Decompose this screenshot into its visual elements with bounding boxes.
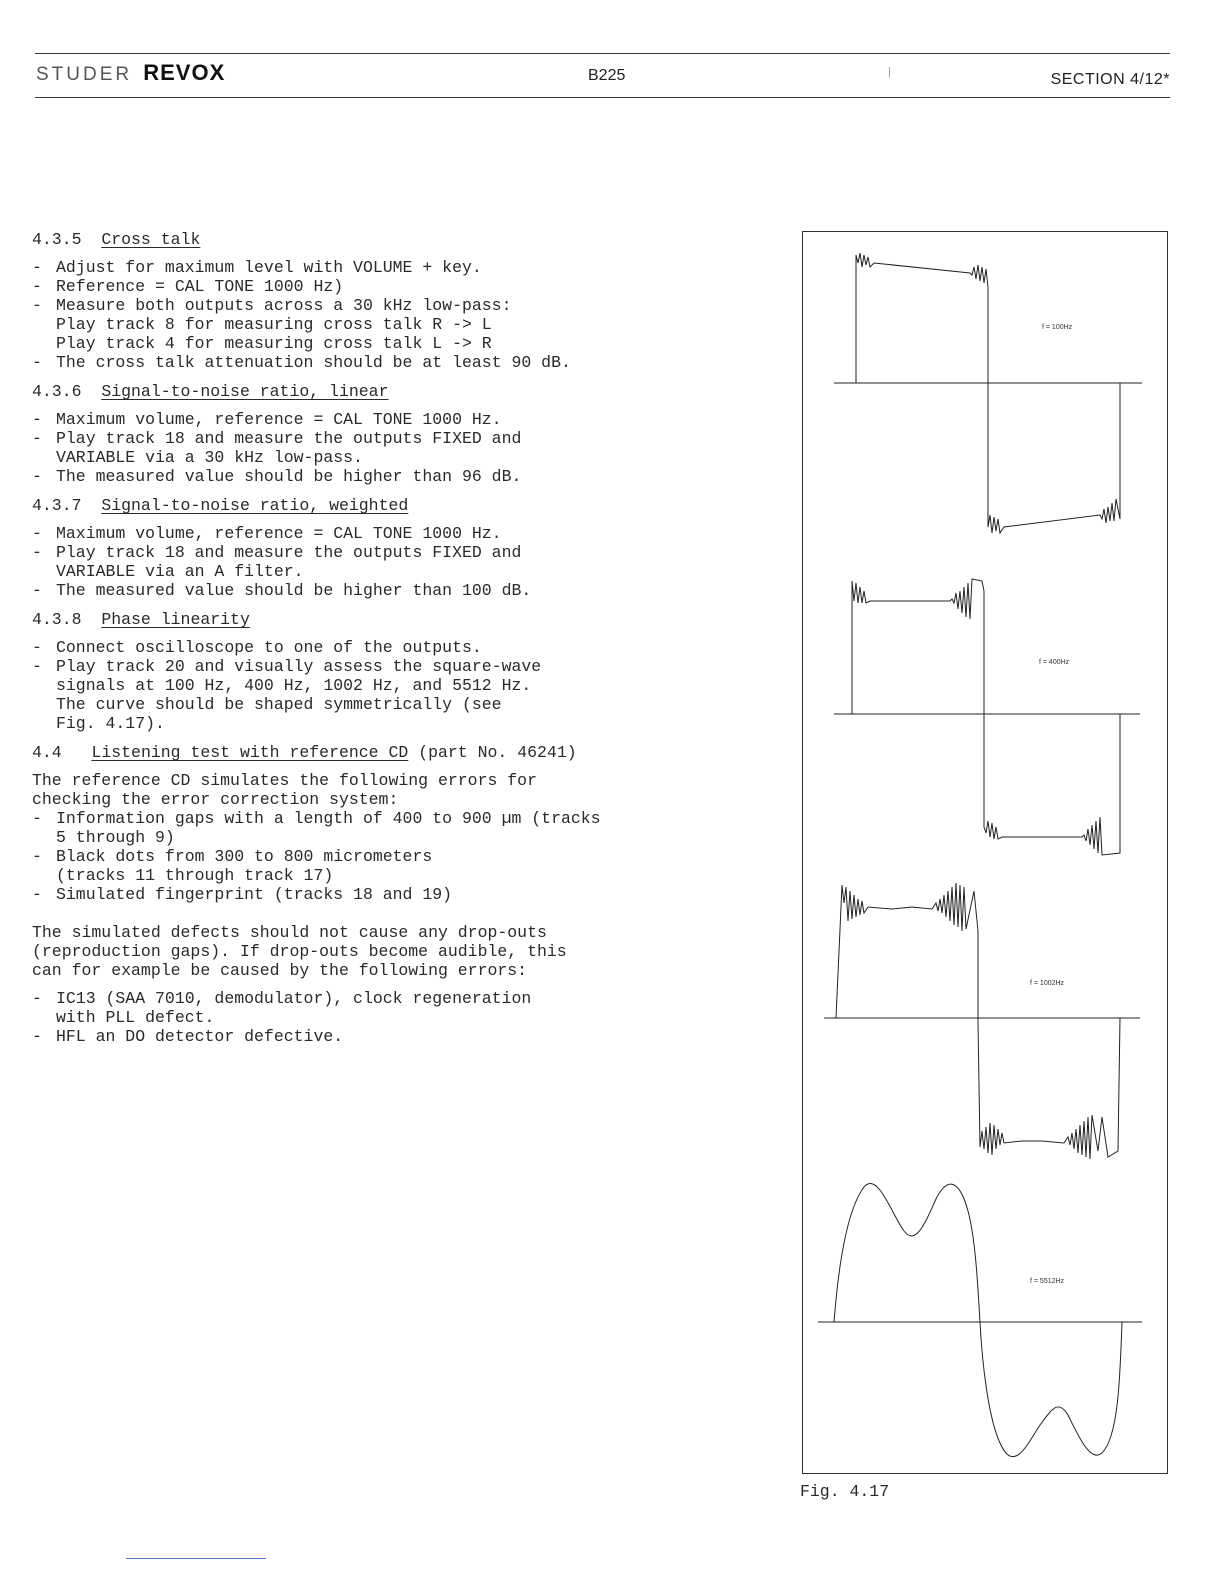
list-item: - Measure both outputs across a 30 kHz low-pass: bbox=[32, 296, 732, 315]
header-bottom-rule bbox=[35, 97, 1170, 98]
heading-title: Signal-to-noise ratio, weighted bbox=[101, 496, 409, 515]
square-wave-trace bbox=[836, 883, 1120, 1159]
heading-4-3-6 bbox=[32, 382, 732, 401]
waveform-5512hz bbox=[818, 1184, 1142, 1457]
sub-item: Play track 8 for measuring cross talk R -> L bbox=[56, 315, 492, 334]
heading-4-3-5 bbox=[32, 230, 732, 249]
list-item: - Connect oscilloscope to one of the outputs. bbox=[32, 638, 732, 657]
heading-number: 4.3.7 bbox=[32, 496, 82, 515]
heading-title: Phase linearity bbox=[101, 610, 250, 629]
list-item: - Play track 18 and measure the outputs FIXED and VARIABLE via an A filter. bbox=[32, 543, 732, 581]
freq-label: f = 100Hz bbox=[1042, 324, 1073, 331]
heading-number: 4.4 bbox=[32, 743, 62, 762]
figure-caption: Fig. 4.17 bbox=[800, 1482, 890, 1501]
waveform-100hz bbox=[834, 253, 1142, 533]
section-number: SECTION 4/12* bbox=[1050, 71, 1170, 88]
heading-number: 4.3.8 bbox=[32, 610, 82, 629]
heading-4-3-8 bbox=[32, 610, 732, 629]
waveform-400hz bbox=[834, 579, 1140, 855]
brand-revox: REVOX bbox=[143, 60, 226, 85]
heading-title: Signal-to-noise ratio, linear bbox=[101, 382, 389, 401]
list-item: - The measured value should be higher than 96 dB. bbox=[32, 467, 732, 486]
waveform-1002hz bbox=[824, 883, 1140, 1159]
paragraph-dropouts: The simulated defects should not cause any drop-outs (reproduction gaps). If drop-outs become audible, this can for example be caused by the following errors: bbox=[32, 923, 567, 980]
heading-4-3-7 bbox=[32, 496, 732, 515]
list-item: - Play track 20 and visually assess the square-wave signals at 100 Hz, 400 Hz, 1002 Hz, and 5512 Hz. The curve should be shaped symmetrically (see Fig. 4.17). bbox=[32, 657, 732, 733]
list-item: - HFL an DO detector defective. bbox=[32, 1027, 732, 1046]
header-top-rule bbox=[35, 53, 1170, 54]
list-item: - The cross talk attenuation should be at least 90 dB. bbox=[32, 353, 732, 372]
body-text bbox=[32, 230, 732, 1046]
heading-title: Listening test with reference CD bbox=[91, 743, 409, 762]
header-tick: | bbox=[888, 66, 891, 78]
sine-wave-trace bbox=[834, 1184, 1122, 1457]
brand-studer: STUDER bbox=[36, 64, 133, 85]
footer-line bbox=[126, 1558, 266, 1559]
list-item: - Black dots from 300 to 800 micrometers (tracks 11 through track 17) bbox=[32, 847, 732, 885]
heading-4-4 bbox=[32, 743, 732, 762]
freq-label: f = 5512Hz bbox=[1030, 1278, 1065, 1285]
heading-suffix: (part No. 46241) bbox=[418, 743, 577, 762]
list-item: - Maximum volume, reference = CAL TONE 1000 Hz. bbox=[32, 524, 732, 543]
list-item: - Maximum volume, reference = CAL TONE 1000 Hz. bbox=[32, 410, 732, 429]
list-item: - Reference = CAL TONE 1000 Hz) bbox=[32, 277, 732, 296]
heading-number: 4.3.5 bbox=[32, 230, 82, 249]
freq-label: f = 1002Hz bbox=[1030, 980, 1065, 987]
square-wave-trace bbox=[856, 253, 1120, 533]
model-number: B225 bbox=[588, 67, 626, 84]
heading-title: Cross talk bbox=[101, 230, 201, 249]
list-item: - IC13 (SAA 7010, demodulator), clock regeneration with PLL defect. bbox=[32, 989, 732, 1027]
freq-label: f = 400Hz bbox=[1039, 659, 1070, 666]
sub-item: Play track 4 for measuring cross talk L -> R bbox=[56, 334, 492, 353]
list-item: - The measured value should be higher than 100 dB. bbox=[32, 581, 732, 600]
list-item: - Simulated fingerprint (tracks 18 and 19) bbox=[32, 885, 732, 904]
square-wave-trace bbox=[852, 579, 1120, 855]
heading-number: 4.3.6 bbox=[32, 382, 82, 401]
list-item: - Adjust for maximum level with VOLUME + key. bbox=[32, 258, 732, 277]
paragraph-intro: The reference CD simulates the following errors for checking the error correction system: bbox=[32, 771, 537, 809]
oscilloscope-figure bbox=[802, 231, 1168, 1474]
list-item: - Information gaps with a length of 400 to 900 µm (tracks 5 through 9) bbox=[32, 809, 732, 847]
list-item: - Play track 18 and measure the outputs FIXED and VARIABLE via a 30 kHz low-pass. bbox=[32, 429, 732, 467]
brand-logo bbox=[36, 60, 225, 86]
